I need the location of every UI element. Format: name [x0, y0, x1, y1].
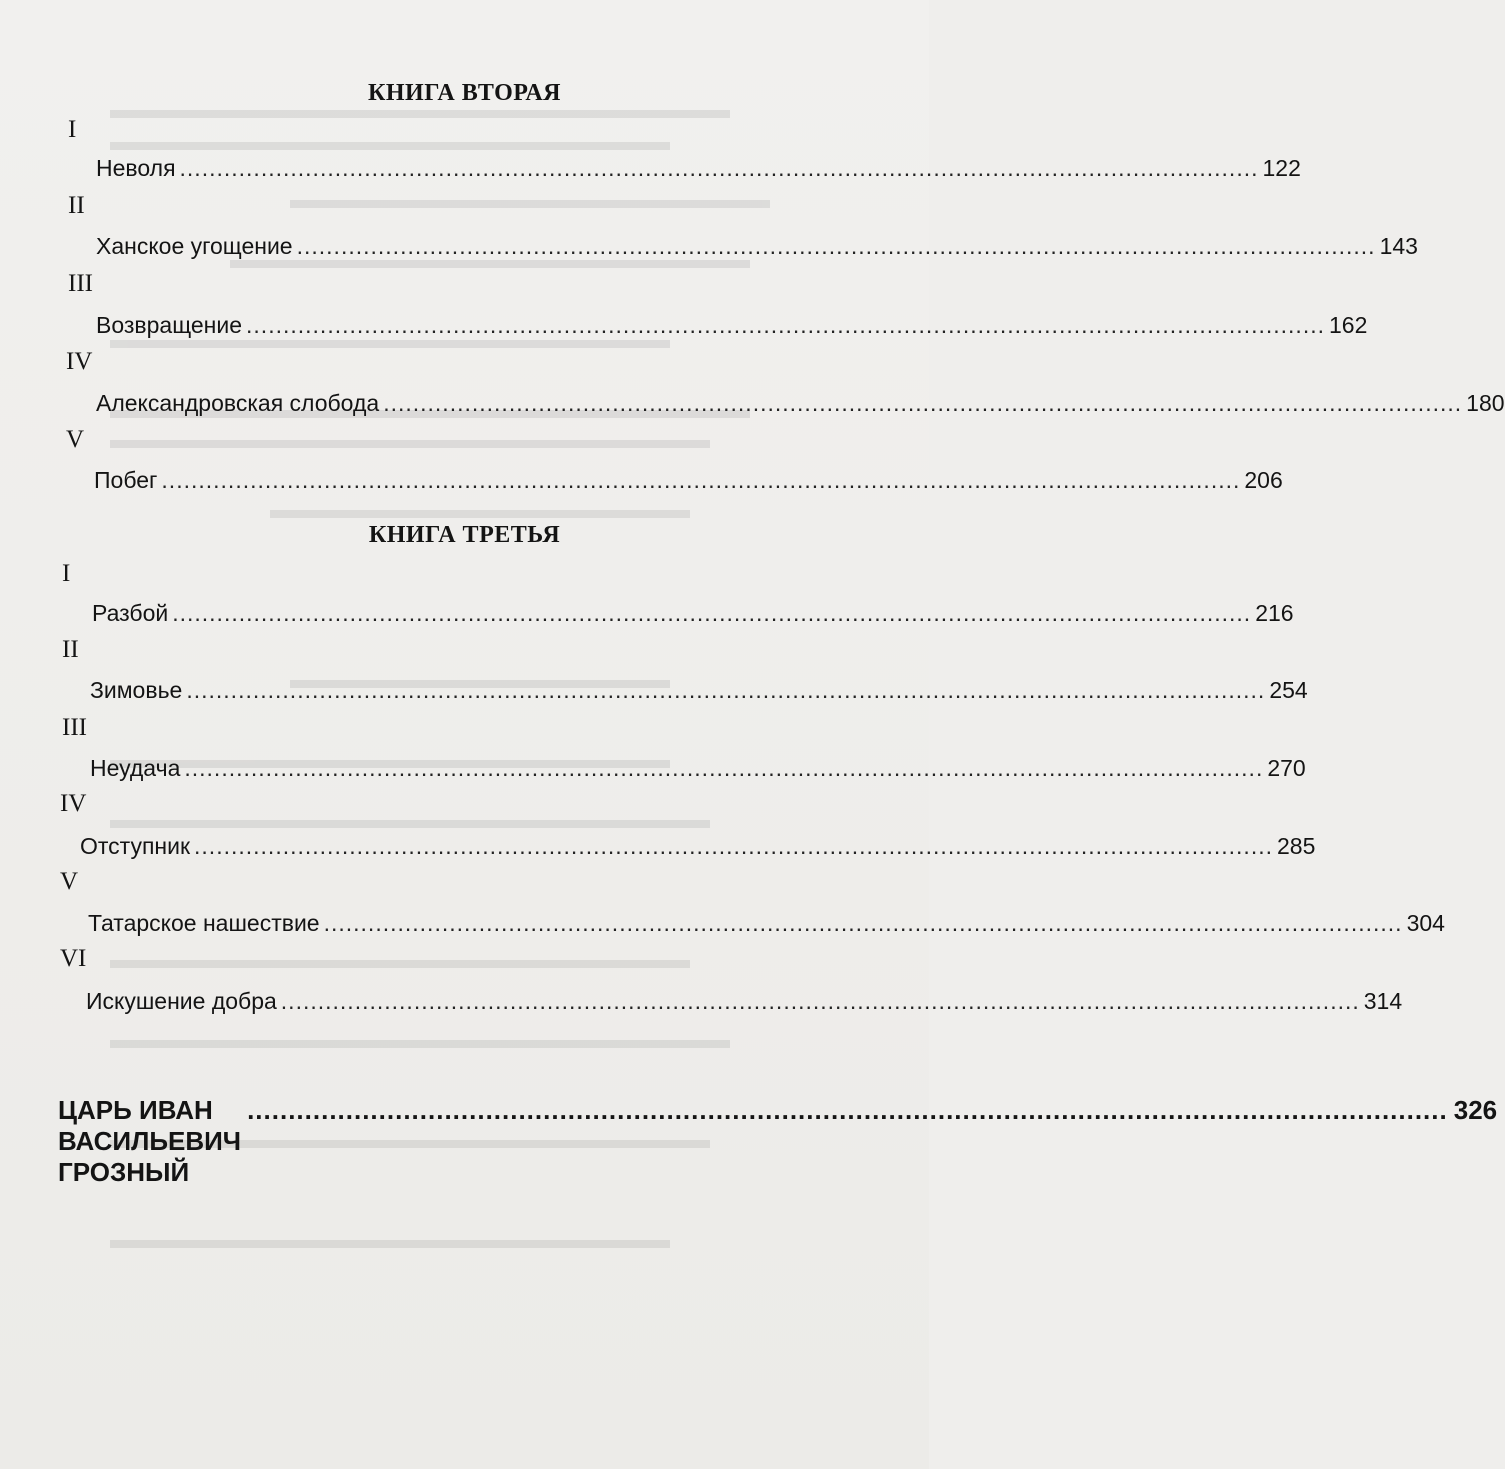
toc-entry-page: 162 [1329, 312, 1368, 338]
leader-dots: .................................................................................................................................................. [246, 312, 1325, 338]
toc-entry-title: Александровская слобода [96, 390, 380, 416]
chapter-numeral: VI [60, 945, 87, 972]
toc-entry-page: 122 [1262, 155, 1301, 181]
chapter-numeral: III [62, 714, 87, 741]
toc-entry-page: 285 [1277, 833, 1316, 859]
toc-entry-title: Зимовье [90, 677, 183, 703]
chapter-numeral: V [60, 868, 79, 895]
leader-dots: .................................................................................................................................................. [172, 600, 1252, 626]
toc-entry-page: 143 [1379, 233, 1418, 259]
toc-entry-title: Побег [94, 467, 158, 493]
leader-dots: .................................................................................................................................................. [161, 467, 1241, 493]
leader-dots: .................................................................................................................................................. [179, 155, 1259, 181]
toc-entry-title: Татарское нашествие [88, 910, 320, 936]
toc-entry-page: 270 [1267, 755, 1306, 781]
book-three-heading: КНИГА ТРЕТЬЯ [368, 522, 561, 548]
toc-entry [96, 155, 1301, 182]
toc-entry [96, 390, 1505, 417]
toc-entry [90, 677, 1308, 704]
toc-entry-page: 206 [1244, 467, 1283, 493]
toc-entry-title: Искушение добра [86, 988, 277, 1014]
book-two-heading: КНИГА ВТОРАЯ [367, 80, 562, 106]
toc-entry-major [58, 1095, 1498, 1188]
leader-dots: .................................................................................................................................................. [296, 233, 1376, 259]
toc-entry-title: Неудача [90, 755, 181, 781]
chapter-numeral: II [68, 192, 85, 219]
toc-entry [92, 600, 1294, 627]
toc-entry [96, 233, 1418, 260]
leader-dots: .................................................................................................................................................. [247, 1095, 1448, 1125]
toc-entry-major-title: ЦАРЬ ИВАН ВАСИЛЬЕВИЧ ГРОЗНЫЙ [58, 1095, 242, 1187]
toc-entry [86, 988, 1403, 1015]
toc-entry [90, 755, 1306, 782]
toc-entry [94, 467, 1283, 494]
toc-entry [80, 833, 1316, 860]
chapter-numeral: I [68, 116, 77, 143]
leader-dots: .................................................................................................................................................. [186, 677, 1266, 703]
toc-entry-page: 304 [1406, 910, 1445, 936]
chapter-numeral: II [62, 636, 79, 663]
chapter-numeral: III [68, 270, 93, 297]
toc-entry-page: 254 [1269, 677, 1308, 703]
toc-entry-title: Отступник [80, 833, 191, 859]
toc-entry-page: 216 [1255, 600, 1294, 626]
leader-dots: .................................................................................................................................................. [383, 390, 1463, 416]
chapter-numeral: I [62, 560, 71, 587]
chapter-numeral: IV [66, 348, 93, 375]
chapter-numeral: IV [60, 790, 87, 817]
toc-entry-title: Ханское угощение [96, 233, 293, 259]
toc-entry [96, 312, 1368, 339]
leader-dots: .................................................................................................................................................. [184, 755, 1264, 781]
toc-entry-major-page: 326 [1453, 1095, 1498, 1125]
chapter-numeral: V [66, 426, 85, 453]
toc-entry-title: Возвращение [96, 312, 243, 338]
toc-entry-page: 314 [1363, 988, 1403, 1014]
toc-entry-page: 180 [1466, 390, 1505, 416]
leader-dots: .................................................................................................................................................. [323, 910, 1403, 936]
toc-entry-title: Неволя [96, 155, 176, 181]
toc-entry [88, 910, 1445, 937]
toc-entry-title: Разбой [92, 600, 169, 626]
leader-dots: .................................................................................................................................................. [280, 988, 1360, 1014]
leader-dots: .................................................................................................................................................. [194, 833, 1273, 859]
